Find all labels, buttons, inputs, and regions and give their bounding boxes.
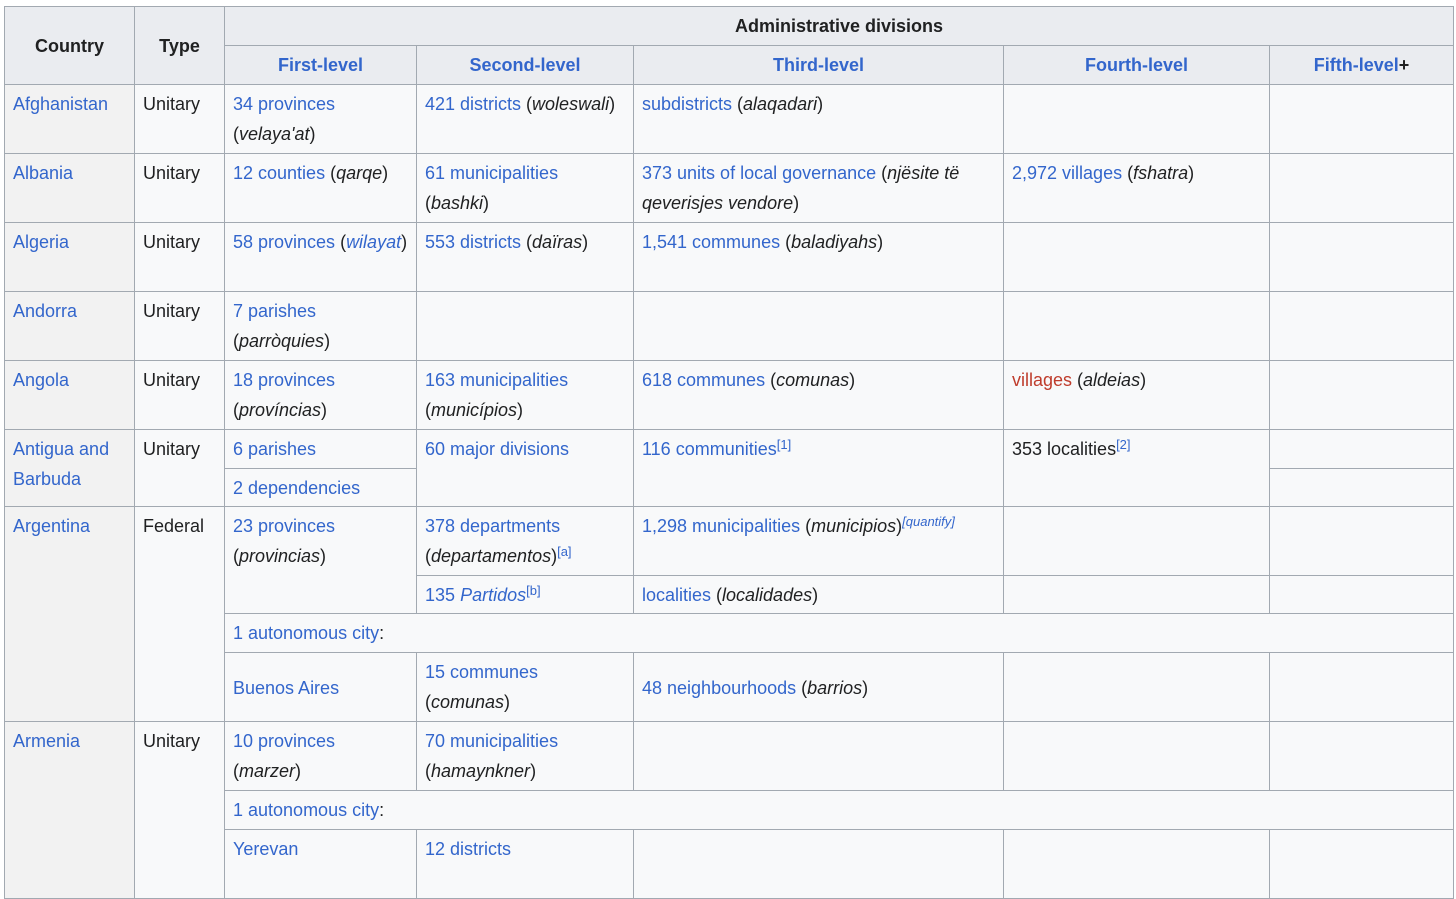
country-link-armenia[interactable]: Armenia — [13, 731, 81, 751]
fifth-level-cell — [1270, 722, 1454, 791]
antigua-l1-link[interactable]: 6 parishes — [233, 439, 317, 459]
paren-close: ) — [483, 193, 490, 213]
paren-close: ) — [321, 400, 328, 420]
paren-close: ) — [877, 232, 884, 252]
paren-open: ( — [711, 585, 723, 605]
header-administrative-divisions: Administrative divisions — [225, 7, 1454, 46]
argentina-l2-link[interactable]: 378 departments — [425, 516, 561, 536]
paren-close: ) — [309, 124, 316, 144]
argentina-l3b-term: localidades — [722, 585, 813, 605]
paren-open: ( — [425, 761, 431, 781]
third-level-cell — [634, 830, 1004, 899]
paren-close: ) — [320, 546, 327, 566]
afghanistan-l3-term: alaqadari — [743, 94, 818, 114]
albania-l2-link[interactable]: 61 municipalities — [425, 163, 559, 183]
argentina-l3-ref[interactable] — [902, 514, 955, 529]
paren-close: ) — [1140, 370, 1147, 390]
paren-open: ( — [521, 232, 533, 252]
partidos-count[interactable]: 135 — [425, 585, 456, 605]
fourth-level-cell — [1004, 154, 1270, 223]
paren-close: ) — [382, 163, 389, 183]
header-second-level[interactable] — [417, 46, 634, 85]
country-cell[interactable] — [5, 154, 135, 223]
third-level-cell — [634, 85, 1004, 154]
second-level-cell — [417, 576, 634, 614]
table-row-argentina — [5, 507, 1454, 576]
paren-close: ) — [1188, 163, 1195, 183]
quantify-link[interactable]: [quantify] — [902, 514, 955, 529]
andorra-l1-term: parròquies — [239, 331, 325, 351]
paren-close: ) — [896, 516, 903, 536]
second-level-cell — [417, 85, 634, 154]
autonomous-city-cell — [225, 614, 1454, 653]
country-link-antigua-and-barbuda[interactable]: Antigua and Barbuda — [13, 439, 110, 489]
fifth-level-cell — [1270, 576, 1454, 614]
paren-close: ) — [582, 232, 589, 252]
albania-l4-link[interactable]: 2,972 villages — [1012, 163, 1123, 183]
paren-open: ( — [796, 677, 808, 698]
first-level-cell — [225, 85, 417, 154]
paren-open: ( — [732, 94, 744, 114]
albania-l1-term: qarqe — [336, 163, 383, 183]
angola-l2-link[interactable]: 163 municipalities — [425, 370, 569, 390]
argentina-autonomous-link[interactable]: 1 autonomous city — [233, 623, 380, 643]
first-level-cell — [225, 223, 417, 292]
paren-open: ( — [425, 400, 431, 420]
third-level-cell — [634, 653, 1004, 722]
first-level-cell — [225, 361, 417, 430]
header-type: Type — [135, 7, 225, 85]
type-cell: Unitary — [135, 223, 225, 292]
antigua-l3-ref[interactable]: [1] — [776, 437, 792, 452]
fifth-level-cell — [1270, 154, 1454, 223]
fifth-level-cell — [1270, 361, 1454, 430]
fourth-level-cell — [1004, 85, 1270, 154]
paren-open: ( — [876, 163, 888, 183]
third-level-link[interactable]: Third-level — [772, 55, 865, 75]
paren-open: ( — [780, 232, 792, 252]
country-link-afghanistan[interactable]: Afghanistan — [13, 94, 109, 114]
fifth-level-cell — [1270, 292, 1454, 361]
argentina-l2-ref[interactable]: [a] — [557, 544, 572, 559]
argentina-l2b-link[interactable] — [425, 585, 526, 605]
second-level-cell — [417, 722, 634, 791]
second-level-link[interactable]: Second-level — [469, 55, 581, 75]
table-row-andorra — [5, 292, 1454, 361]
argentina-l1-link[interactable]: 23 provinces — [233, 516, 336, 536]
afghanistan-l1-term: velaya'at — [239, 124, 310, 144]
country-link-andorra[interactable]: Andorra — [13, 301, 78, 321]
albania-l3-link[interactable]: 373 units of local governance — [642, 163, 877, 183]
type-cell: Federal — [135, 507, 225, 722]
country-cell[interactable] — [5, 85, 135, 154]
paren-close: ) — [530, 761, 537, 781]
armenia-autonomous-link[interactable]: 1 autonomous city — [233, 800, 380, 820]
first-level-cell — [225, 154, 417, 223]
second-level-cell — [417, 154, 634, 223]
second-level-cell — [417, 361, 634, 430]
first-level-cell — [225, 507, 417, 614]
table-row-algeria — [5, 223, 1454, 292]
paren-open: ( — [335, 232, 347, 252]
algeria-l3-term: baladiyahs — [791, 232, 878, 252]
angola-l3-term: comunas — [776, 370, 850, 390]
table-row-antigua-and-barbuda — [5, 430, 1454, 469]
paren-open: ( — [325, 163, 337, 183]
country-link-angola[interactable]: Angola — [13, 370, 70, 390]
antigua-l3-link[interactable]: 116 communities — [642, 439, 777, 459]
paren-open: ( — [425, 692, 431, 712]
paren-close: ) — [793, 193, 800, 213]
angola-l3-link[interactable]: 618 communes — [642, 370, 766, 390]
argentina-l1-term: provincias — [239, 546, 321, 566]
paren-open: ( — [425, 193, 431, 213]
argentina-l2b-ref[interactable]: [b] — [526, 583, 541, 598]
type-cell: Unitary — [135, 430, 225, 507]
fourth-level-cell — [1004, 223, 1270, 292]
paren-open: ( — [521, 94, 533, 114]
fourth-level-cell — [1004, 576, 1270, 614]
buenos-aires-l3-term: barrios — [807, 677, 863, 698]
country-link-algeria[interactable]: Algeria — [13, 232, 70, 252]
fourth-level-cell — [1004, 722, 1270, 791]
fifth-level-cell — [1270, 85, 1454, 154]
angola-l4-redlink[interactable]: villages — [1012, 370, 1073, 390]
fourth-level-cell — [1004, 430, 1270, 507]
first-level-cell — [225, 430, 417, 469]
argentina-l3-term: municipios — [811, 516, 897, 536]
paren-open: ( — [765, 370, 777, 390]
type-cell: Unitary — [135, 85, 225, 154]
yerevan-l2-link[interactable]: 12 districts — [425, 839, 512, 859]
antigua-l1b-link[interactable]: 2 dependencies — [233, 478, 361, 498]
third-level-cell — [634, 576, 1004, 614]
first-level-cell — [225, 469, 417, 507]
header-fifth-level[interactable] — [1270, 46, 1454, 85]
paren-close: ) — [609, 94, 616, 114]
antigua-l4-ref[interactable]: [2] — [1116, 437, 1131, 452]
fifth-level-plus: + — [1398, 55, 1410, 75]
third-level-cell — [634, 722, 1004, 791]
first-level-cell — [225, 830, 417, 899]
afghanistan-l2-term: woleswali — [532, 94, 610, 114]
paren-open: ( — [233, 400, 239, 420]
paren-close: ) — [817, 94, 824, 114]
paren-close: ) — [295, 761, 302, 781]
fourth-level-cell — [1004, 507, 1270, 576]
afghanistan-l1-link[interactable]: 34 provinces — [233, 94, 336, 114]
fifth-level-link[interactable]: Fifth-level — [1313, 55, 1399, 75]
paren-close: ) — [862, 677, 869, 698]
paren-close: ) — [517, 400, 524, 420]
paren-open: ( — [233, 546, 239, 566]
argentina-l2-term: departamentos — [431, 546, 552, 566]
fourth-level-cell — [1004, 292, 1270, 361]
country-cell[interactable] — [5, 430, 135, 507]
administrative-divisions-table — [4, 6, 1454, 899]
afghanistan-l3-link[interactable]: subdistricts — [642, 94, 733, 114]
albania-l4-term: fshatra — [1133, 163, 1189, 183]
fourth-level-link[interactable]: Fourth-level — [1084, 55, 1188, 75]
yerevan-link[interactable]: Yerevan — [233, 839, 299, 859]
andorra-l1-link[interactable]: 7 parishes — [233, 301, 317, 321]
angola-l1-term: províncias — [239, 400, 322, 420]
country-link-albania[interactable]: Albania — [13, 163, 74, 183]
country-cell[interactable] — [5, 507, 135, 722]
header-fourth-level[interactable] — [1004, 46, 1270, 85]
autonomous-colon: : — [379, 623, 385, 643]
algeria-l2-term: daïras — [532, 232, 583, 252]
fourth-level-cell — [1004, 830, 1270, 899]
type-cell: Unitary — [135, 722, 225, 899]
second-level-cell — [417, 830, 634, 899]
paren-open: ( — [233, 124, 239, 144]
paren-open: ( — [233, 761, 239, 781]
antigua-l2-link[interactable]: 60 major divisions — [425, 439, 570, 459]
armenia-l1-link[interactable]: 10 provinces — [233, 731, 336, 751]
type-cell: Unitary — [135, 361, 225, 430]
table-row-afghanistan — [5, 85, 1454, 154]
header-country: Country — [5, 7, 135, 85]
algeria-l3-link[interactable]: 1,541 communes — [642, 232, 781, 252]
fourth-level-cell — [1004, 361, 1270, 430]
buenos-aires-l2-link[interactable]: 15 communes — [425, 662, 539, 682]
antigua-l4-text: 353 localities — [1012, 439, 1117, 459]
paren-close: ) — [849, 370, 856, 390]
paren-close: ) — [551, 546, 558, 566]
argentina-l3-link[interactable]: 1,298 municipalities — [642, 516, 801, 536]
paren-open: ( — [233, 331, 239, 351]
armenia-l2-link[interactable]: 70 municipalities — [425, 731, 559, 751]
country-link-argentina[interactable]: Argentina — [13, 516, 91, 536]
third-level-cell — [634, 223, 1004, 292]
second-level-cell — [417, 430, 634, 507]
second-level-cell — [417, 292, 634, 361]
header-first-level[interactable] — [225, 46, 417, 85]
country-cell[interactable] — [5, 292, 135, 361]
paren-open: ( — [425, 546, 431, 566]
second-level-cell — [417, 223, 634, 292]
paren-open: ( — [1072, 370, 1084, 390]
afghanistan-l2-link[interactable]: 421 districts — [425, 94, 522, 114]
paren-close: ) — [324, 331, 331, 351]
first-level-cell — [225, 722, 417, 791]
fifth-level-cell — [1270, 507, 1454, 576]
buenos-aires-l2-term: comunas — [431, 692, 505, 712]
algeria-l1-link[interactable]: 58 provinces — [233, 232, 336, 252]
albania-l2-term: bashki — [431, 193, 484, 213]
algeria-l1-term-link[interactable]: wilayat — [346, 232, 402, 252]
third-level-cell — [634, 154, 1004, 223]
country-cell[interactable] — [5, 722, 135, 899]
country-cell[interactable] — [5, 223, 135, 292]
buenos-aires-link[interactable]: Buenos Aires — [233, 677, 340, 698]
first-level-cell — [225, 292, 417, 361]
table-row-albania — [5, 154, 1454, 223]
albania-l3-term: njësite të qeverisjes vendore — [642, 163, 960, 213]
paren-close: ) — [812, 585, 819, 605]
fifth-level-cell — [1270, 223, 1454, 292]
fifth-level-cell — [1270, 430, 1454, 469]
algeria-l2-link[interactable]: 553 districts — [425, 232, 522, 252]
paren-close: ) — [401, 232, 408, 252]
autonomous-colon: : — [379, 800, 385, 820]
type-cell: Unitary — [135, 154, 225, 223]
third-level-cell — [634, 292, 1004, 361]
fourth-level-cell — [1004, 653, 1270, 722]
autonomous-city-cell — [225, 791, 1454, 830]
second-level-cell — [417, 507, 634, 576]
albania-l1-link[interactable]: 12 counties — [233, 163, 326, 183]
buenos-aires-l3-link[interactable]: 48 neighbourhoods — [642, 677, 797, 698]
fifth-level-cell — [1270, 469, 1454, 507]
second-level-cell — [417, 653, 634, 722]
country-cell[interactable] — [5, 361, 135, 430]
header-third-level[interactable] — [634, 46, 1004, 85]
angola-l4-term: aldeias — [1083, 370, 1141, 390]
angola-l2-term: municípios — [431, 400, 518, 420]
table-row-angola — [5, 361, 1454, 430]
table-row-armenia — [5, 722, 1454, 791]
fifth-level-cell — [1270, 653, 1454, 722]
type-cell: Unitary — [135, 292, 225, 361]
angola-l1-link[interactable]: 18 provinces — [233, 370, 336, 390]
paren-open: ( — [800, 516, 812, 536]
paren-close: ) — [504, 692, 511, 712]
armenia-l1-term: marzer — [239, 761, 296, 781]
argentina-l3b-link[interactable]: localities — [642, 585, 712, 605]
third-level-cell — [634, 361, 1004, 430]
fifth-level-cell — [1270, 830, 1454, 899]
first-level-cell — [225, 653, 417, 722]
third-level-cell — [634, 507, 1004, 576]
paren-open: ( — [1122, 163, 1134, 183]
third-level-cell — [634, 430, 1004, 507]
partidos-term[interactable]: Partidos — [460, 585, 527, 605]
armenia-l2-term: hamaynkner — [431, 761, 531, 781]
first-level-link[interactable]: First-level — [277, 55, 364, 75]
